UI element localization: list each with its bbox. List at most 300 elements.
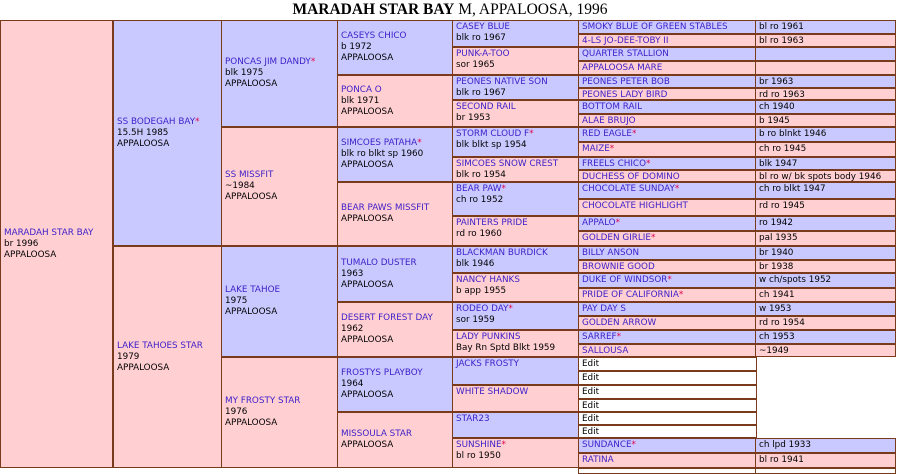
horse-name-link[interactable]: SMOKY BLUE OF GREEN STABLES xyxy=(582,22,728,32)
horse-info-line xyxy=(341,269,453,280)
horse-name-link[interactable]: APPALOOSA MARE xyxy=(582,63,663,73)
horse-info-g6-3 xyxy=(755,61,896,75)
horse-breed-line xyxy=(225,418,338,429)
horse-info-line xyxy=(456,286,579,297)
horse-info-line xyxy=(225,407,338,418)
horse-color-year: blk ro 1967 xyxy=(456,33,506,43)
horse-color-year: ~1984 xyxy=(225,181,255,191)
horse-breed-line xyxy=(341,160,453,171)
horse-name-link[interactable]: BILLY ANSON xyxy=(582,248,640,258)
horse-name-line xyxy=(456,184,579,195)
horse-name-link[interactable]: MARADAH STAR BAY xyxy=(4,227,94,238)
horse-name-link[interactable]: PONCA O xyxy=(341,84,382,95)
horse-cell-g4-3 xyxy=(337,182,454,246)
registered-star-icon: * xyxy=(667,275,672,285)
horse-name-link[interactable]: BEAR PAWS MISSFIT xyxy=(341,203,430,213)
horse-info-line xyxy=(117,128,222,139)
horse-info-g6-7 xyxy=(755,114,896,127)
horse-name-line xyxy=(341,85,453,96)
horse-info-line xyxy=(341,379,453,390)
horse-breed-line xyxy=(341,390,453,401)
horse-color-year: sor 1965 xyxy=(456,60,495,70)
horse-cell-g6-23 xyxy=(578,344,757,357)
horse-color-year: blk 1975 xyxy=(225,68,264,78)
horse-info-g6-1 xyxy=(755,34,896,47)
horse-name-link[interactable]: SS MISSFIT xyxy=(225,170,274,180)
horse-color-year: blk ro 1954 xyxy=(456,170,506,180)
horse-color-year: rd ro 1954 xyxy=(759,318,805,328)
horse-name-link[interactable]: SECOND RAIL xyxy=(456,102,516,112)
horse-info-line xyxy=(225,181,338,192)
horse-name-line xyxy=(225,170,338,181)
horse-cell-g6-29 xyxy=(578,425,757,438)
horse-info-g6-19 xyxy=(755,288,896,302)
horse-name-link[interactable]: BROWNIE GOOD xyxy=(582,262,655,272)
horse-name-link[interactable]: PAINTERS PRIDE xyxy=(456,218,528,228)
horse-cell-g6-18 xyxy=(578,273,757,288)
horse-info-g6-17 xyxy=(755,260,896,273)
horse-info-line xyxy=(456,229,579,240)
horse-color-year: bl ro 1963 xyxy=(759,36,804,46)
horse-name-link[interactable]: SUNDANCE xyxy=(582,440,632,450)
horse-info-g6-5 xyxy=(755,88,896,100)
horse-color-year: pal 1935 xyxy=(759,233,798,243)
horse-cell-g6-26 xyxy=(578,385,757,399)
horse-name-link[interactable]: CHOCOLATE HIGHLIGHT xyxy=(582,201,688,211)
horse-color-year: br 1938 xyxy=(759,262,794,272)
title-horse-details: M, APPALOOSA, 1996 xyxy=(454,1,608,18)
horse-name-line xyxy=(456,129,579,140)
horse-breed-line xyxy=(341,53,453,64)
horse-info-g6-20 xyxy=(755,302,896,316)
horse-cell-g6-27 xyxy=(578,399,757,412)
horse-name-link[interactable]: GOLDEN GIRLIE xyxy=(582,233,651,243)
registered-star-icon: * xyxy=(508,304,513,314)
horse-cell-g6-13 xyxy=(578,199,757,216)
horse-color-year: rd ro 1960 xyxy=(456,229,502,239)
registered-star-icon: * xyxy=(678,290,684,300)
horse-name-link[interactable]: ALAE BRUJO xyxy=(582,116,636,126)
horse-info-line xyxy=(456,195,579,206)
horse-cell-g6-4 xyxy=(578,75,757,88)
horse-name-link[interactable]: MAIZE xyxy=(582,144,610,154)
horse-info-line xyxy=(341,214,453,225)
horse-cell-g6-0 xyxy=(578,20,757,34)
horse-name-link[interactable]: PUNK-A-TOO xyxy=(456,49,510,59)
horse-breed: APPALOOSA xyxy=(341,279,394,290)
edit-link[interactable]: Edit xyxy=(582,373,600,383)
horse-name-link[interactable]: PRIDE OF CALIFORNIA xyxy=(582,290,679,300)
horse-name-line xyxy=(117,341,222,352)
title-horse-name: MARADAH STAR BAY xyxy=(292,1,455,18)
horse-cell-g6-16 xyxy=(578,246,757,260)
horse-name-link[interactable]: SARREF xyxy=(582,332,617,342)
horse-info-g6-12 xyxy=(755,182,896,199)
horse-color-year: br 1953 xyxy=(456,113,491,123)
horse-name-line xyxy=(341,258,453,269)
horse-name-link[interactable]: PEONES PETER BOB xyxy=(582,77,670,87)
table-bottom-row-info xyxy=(755,468,896,474)
horse-cell-g6-7 xyxy=(578,114,757,127)
horse-cell-g6-8 xyxy=(578,127,757,142)
horse-info-g6-30 xyxy=(755,438,896,453)
horse-color-year: bl ro 1950 xyxy=(456,451,501,461)
horse-name-link[interactable]: TUMALO DUSTER xyxy=(341,257,417,268)
horse-name-link[interactable]: CASEY BLUE xyxy=(456,22,510,32)
horse-cell-g5-15 xyxy=(452,438,580,468)
horse-info-g6-0 xyxy=(755,20,896,34)
horse-color-year: b ro blnkt 1946 xyxy=(759,129,827,139)
horse-info-line xyxy=(4,239,112,250)
horse-name-line xyxy=(456,332,579,343)
horse-breed: APPALOOSA xyxy=(117,362,170,373)
horse-info-g6-22 xyxy=(755,330,896,344)
horse-color-year: APPALOOSA xyxy=(341,440,394,450)
horse-name-link[interactable]: RATINA xyxy=(582,455,614,465)
horse-name-link[interactable]: RODEO DAY xyxy=(456,304,509,314)
horse-color-year: blk ro 1967 xyxy=(456,88,506,98)
horse-color-year: ch ro 1945 xyxy=(759,144,807,154)
horse-info-line xyxy=(341,324,453,335)
horse-name-line xyxy=(456,77,579,88)
horse-cell-g6-25 xyxy=(578,371,757,385)
horse-color-year: ~1949 xyxy=(759,346,789,356)
horse-info-line xyxy=(456,33,579,44)
horse-cell-g6-24 xyxy=(578,357,757,371)
horse-breed-line xyxy=(225,307,338,318)
horse-cell-g5-7 xyxy=(452,216,580,246)
horse-breed: APPALOOSA xyxy=(341,106,394,117)
horse-name-link[interactable]: BEAR PAW xyxy=(456,184,502,194)
horse-name-line xyxy=(225,396,338,407)
horse-name-link[interactable]: PEONES NATIVE SON xyxy=(456,77,548,87)
horse-name-line xyxy=(117,117,222,128)
horse-cell-g6-17 xyxy=(578,260,757,273)
horse-info-line xyxy=(456,315,579,326)
horse-color-year: ch ro 1952 xyxy=(456,195,504,205)
horse-name-line xyxy=(456,275,579,286)
horse-cell-g5-0 xyxy=(452,20,580,47)
horse-info-g6-9 xyxy=(755,142,896,157)
horse-name-line xyxy=(341,313,453,324)
horse-name-line xyxy=(456,22,579,33)
horse-info-line xyxy=(456,60,579,71)
horse-name-line xyxy=(456,218,579,229)
horse-name-line xyxy=(341,203,453,214)
horse-cell-g5-11 xyxy=(452,330,580,357)
horse-cell-g4-0 xyxy=(337,20,454,75)
horse-cell-g6-5 xyxy=(578,88,757,100)
horse-color-year: blk ro blkt sp 1960 xyxy=(341,149,424,159)
horse-breed-line xyxy=(225,79,338,90)
horse-name-link[interactable]: JACKS FROSTY xyxy=(456,359,520,369)
horse-color-year: b app 1955 xyxy=(456,286,507,296)
horse-info-line xyxy=(341,96,453,107)
horse-breed-line xyxy=(341,280,453,291)
horse-info-line xyxy=(456,88,579,99)
horse-info-line xyxy=(341,42,453,53)
horse-breed-line xyxy=(225,192,338,203)
horse-name-link[interactable]: NANCY HANKS xyxy=(456,275,520,285)
horse-cell-g5-2 xyxy=(452,75,580,100)
horse-cell-g3-3 xyxy=(221,357,339,468)
registered-star-icon: * xyxy=(631,440,636,450)
horse-info-line xyxy=(225,68,338,79)
horse-color-year: blk blkt sp 1954 xyxy=(456,140,527,150)
horse-info-g6-14 xyxy=(755,216,896,231)
horse-name-line xyxy=(456,414,579,425)
horse-cell-g5-9 xyxy=(452,273,580,302)
horse-color-year: blk 1971 xyxy=(341,95,380,106)
horse-info-g6-21 xyxy=(755,316,896,330)
horse-color-year: Bay Rn Sptd Blkt 1959 xyxy=(456,343,556,353)
horse-cell-g3-1 xyxy=(221,127,339,246)
registered-star-icon: * xyxy=(616,332,622,342)
horse-breed: APPALOOSA xyxy=(225,418,278,428)
registered-star-icon: * xyxy=(609,144,615,154)
horse-color-year: bl ro 1941 xyxy=(759,455,804,465)
horse-color-year: 1964 xyxy=(341,379,364,389)
horse-color-year: sor 1959 xyxy=(456,315,495,325)
horse-breed-line xyxy=(117,363,222,374)
horse-cell-g6-15 xyxy=(578,231,757,246)
horse-cell-g6-14 xyxy=(578,216,757,231)
horse-name-link[interactable]: 4-LS JO-DEE-TOBY II xyxy=(582,36,669,46)
horse-color-year: ro 1942 xyxy=(759,218,793,228)
horse-cell-g6-11 xyxy=(578,170,757,182)
horse-name-link[interactable]: APPALO xyxy=(582,218,616,228)
horse-cell-g6-21 xyxy=(578,316,757,330)
horse-name-link[interactable]: SIMCOES SNOW CREST xyxy=(456,159,559,169)
horse-name-link[interactable]: STAR23 xyxy=(456,414,490,424)
horse-cell-g6-2 xyxy=(578,47,757,61)
horse-cell-g5-10 xyxy=(452,302,580,330)
horse-name-line xyxy=(456,304,579,315)
horse-info-g6-10 xyxy=(755,157,896,170)
horse-cell-g6-9 xyxy=(578,142,757,157)
horse-color-year: bl ro 1961 xyxy=(759,22,804,32)
horse-name-link[interactable]: DUCHESS OF DOMINO xyxy=(582,172,680,182)
horse-breed: APPALOOSA xyxy=(341,160,394,170)
horse-cell-g4-4 xyxy=(337,246,454,302)
edit-link[interactable]: Edit xyxy=(582,387,600,397)
registered-star-icon: * xyxy=(417,138,422,148)
horse-name-line xyxy=(456,359,579,370)
horse-color-year: 1979 xyxy=(117,351,140,362)
horse-breed-line xyxy=(117,139,222,150)
horse-cell-g6-6 xyxy=(578,100,757,114)
horse-info-g6-6 xyxy=(755,100,896,114)
horse-color-year: APPALOOSA xyxy=(341,214,394,224)
horse-name-line xyxy=(225,285,338,296)
horse-name-link[interactable]: FROSTYS PLAYBOY xyxy=(341,368,423,378)
horse-breed-line xyxy=(4,250,112,261)
horse-breed: APPALOOSA xyxy=(117,138,170,149)
horse-name-link[interactable]: DUKE OF WINDSOR xyxy=(582,275,668,285)
horse-name-link[interactable]: CASEYS CHICO xyxy=(341,31,407,41)
horse-color-year: br 1940 xyxy=(759,248,794,258)
horse-name-link[interactable]: STORM CLOUD F xyxy=(456,129,530,139)
horse-cell-g5-13 xyxy=(452,385,580,412)
horse-info-line xyxy=(341,149,453,160)
horse-name-link[interactable]: CHOCOLATE SUNDAY xyxy=(582,184,675,194)
horse-name-link[interactable]: SIMCOES PATAHA xyxy=(341,138,418,148)
horse-cell-dam xyxy=(113,246,223,468)
horse-info-line xyxy=(225,296,338,307)
horse-info-line xyxy=(456,343,579,354)
page-title xyxy=(0,0,900,20)
horse-name-link[interactable]: WHITE SHADOW xyxy=(456,387,529,397)
horse-cell-g4-2 xyxy=(337,127,454,182)
horse-info-line xyxy=(456,451,579,462)
table-bottom-row xyxy=(578,468,757,474)
horse-color-year: b 1945 xyxy=(759,116,790,126)
horse-breed: APPALOOSA xyxy=(341,390,394,400)
horse-cell-g6-19 xyxy=(578,288,757,302)
registered-star-icon: * xyxy=(615,218,620,228)
horse-name-line xyxy=(456,248,579,259)
horse-breed: APPALOOSA xyxy=(4,249,57,260)
horse-cell-subject xyxy=(0,20,113,468)
horse-cell-g6-12 xyxy=(578,182,757,199)
edit-link[interactable]: Edit xyxy=(582,427,600,437)
registered-star-icon: * xyxy=(674,184,680,194)
horse-cell-g3-0 xyxy=(221,20,339,127)
horse-color-year: b 1972 xyxy=(341,42,372,52)
horse-cell-g6-10 xyxy=(578,157,757,170)
horse-info-g6-8 xyxy=(755,127,896,142)
horse-cell-g5-1 xyxy=(452,47,580,75)
horse-info-line xyxy=(117,352,222,363)
horse-name-link[interactable]: BLACKMAN BURDICK xyxy=(456,248,548,258)
registered-star-icon: * xyxy=(501,184,506,194)
horse-name-line xyxy=(4,228,112,239)
horse-name-link[interactable]: MY FROSTY STAR xyxy=(225,396,301,406)
horse-info-g6-11 xyxy=(755,170,896,182)
horse-name-link[interactable]: PONCAS JIM DANDY xyxy=(225,57,311,67)
horse-name-link[interactable]: LAKE TAHOE xyxy=(225,285,281,295)
horse-color-year: ch ro blkt 1947 xyxy=(759,184,826,194)
horse-color-year: blk 1946 xyxy=(456,259,495,269)
horse-name-link[interactable]: DESERT FOREST DAY xyxy=(341,313,433,323)
horse-name-link[interactable]: PAY DAY S xyxy=(582,304,626,314)
horse-info-g6-18 xyxy=(755,273,896,288)
registered-star-icon: * xyxy=(646,159,651,169)
horse-name-link[interactable]: BOTTOM RAIL xyxy=(582,102,642,112)
horse-cell-g6-20 xyxy=(578,302,757,316)
horse-name-line xyxy=(456,440,579,451)
registered-star-icon: * xyxy=(631,129,637,139)
horse-cell-g6-30 xyxy=(578,438,757,453)
horse-breed: APPALOOSA xyxy=(225,79,278,89)
horse-name-line xyxy=(341,429,453,440)
horse-color-year: 1976 xyxy=(225,407,248,417)
horse-breed: APPALOOSA xyxy=(225,307,278,317)
horse-color-year: rd ro 1963 xyxy=(759,90,805,100)
horse-breed: APPALOOSA xyxy=(225,192,278,202)
horse-info-g6-15 xyxy=(755,231,896,246)
horse-name-link[interactable]: PEONES LADY BIRD xyxy=(582,90,668,100)
horse-color-year: 1975 xyxy=(225,296,248,306)
horse-color-year: ch 1953 xyxy=(759,332,795,342)
horse-info-g6-2 xyxy=(755,47,896,61)
horse-info-g6-4 xyxy=(755,75,896,88)
horse-cell-g4-6 xyxy=(337,357,454,412)
horse-name-line xyxy=(225,57,338,68)
horse-name-link[interactable]: GOLDEN ARROW xyxy=(582,318,657,328)
horse-color-year: blk 1947 xyxy=(759,159,798,169)
horse-breed: APPALOOSA xyxy=(341,53,394,63)
horse-cell-g4-1 xyxy=(337,75,454,127)
edit-link[interactable]: Edit xyxy=(582,414,600,424)
horse-cell-g6-28 xyxy=(578,412,757,425)
horse-info-line xyxy=(456,113,579,124)
horse-cell-g5-5 xyxy=(452,157,580,182)
horse-color-year: bl ro w/ bk spots body 1946 xyxy=(759,172,882,182)
horse-name-link[interactable]: FREELS CHICO xyxy=(582,159,646,169)
horse-breed-line xyxy=(341,335,453,346)
registered-star-icon: * xyxy=(310,57,316,67)
horse-color-year: w 1953 xyxy=(759,304,792,314)
horse-color-year: 1963 xyxy=(341,268,364,279)
horse-name-line xyxy=(341,138,453,149)
horse-color-year: br 1963 xyxy=(759,77,794,87)
horse-name-link[interactable]: LADY PUNKINS xyxy=(456,332,521,342)
horse-cell-g4-5 xyxy=(337,302,454,357)
horse-cell-g5-6 xyxy=(452,182,580,216)
horse-info-g6-13 xyxy=(755,199,896,216)
horse-name-link[interactable]: SS BODEGAH BAY xyxy=(117,116,196,127)
horse-cell-g5-8 xyxy=(452,246,580,273)
horse-name-link[interactable]: SUNSHINE xyxy=(456,440,502,450)
horse-cell-g4-7 xyxy=(337,412,454,468)
horse-info-line xyxy=(456,259,579,270)
horse-name-line xyxy=(456,49,579,60)
horse-name-line xyxy=(456,159,579,170)
horse-name-link[interactable]: QUARTER STALLION xyxy=(582,49,669,59)
registered-star-icon: * xyxy=(195,116,200,127)
horse-name-line xyxy=(341,31,453,42)
horse-cell-g6-31 xyxy=(578,453,757,468)
horse-cell-g5-14 xyxy=(452,412,580,438)
edit-link[interactable]: Edit xyxy=(582,359,600,369)
horse-name-link[interactable]: RED EAGLE xyxy=(582,129,632,139)
horse-name-link[interactable]: MISSOULA STAR xyxy=(341,429,413,439)
horse-cell-g5-3 xyxy=(452,100,580,127)
horse-info-line xyxy=(341,440,453,451)
horse-color-year: ch 1940 xyxy=(759,102,795,112)
registered-star-icon: * xyxy=(501,440,506,450)
horse-cell-g3-2 xyxy=(221,246,339,357)
horse-name-line xyxy=(456,102,579,113)
horse-color-year: 15.5H 1985 xyxy=(117,127,169,138)
horse-color-year: br 1996 xyxy=(4,238,39,249)
horse-name-link[interactable]: SALLOUSA xyxy=(582,346,629,356)
horse-info-line xyxy=(456,140,579,151)
horse-cell-g5-12 xyxy=(452,357,580,385)
horse-color-year: w ch/spots 1952 xyxy=(759,275,832,285)
horse-info-g6-16 xyxy=(755,246,896,260)
horse-cell-g6-22 xyxy=(578,330,757,344)
horse-info-g6-23 xyxy=(755,344,896,357)
horse-color-year: ch 1941 xyxy=(759,290,795,300)
horse-color-year: 1962 xyxy=(341,324,364,334)
horse-breed-line xyxy=(341,107,453,118)
edit-link[interactable]: Edit xyxy=(582,401,600,411)
horse-cell-g5-4 xyxy=(452,127,580,157)
registered-star-icon: * xyxy=(529,129,534,139)
horse-name-link[interactable]: LAKE TAHOES STAR xyxy=(117,340,203,351)
